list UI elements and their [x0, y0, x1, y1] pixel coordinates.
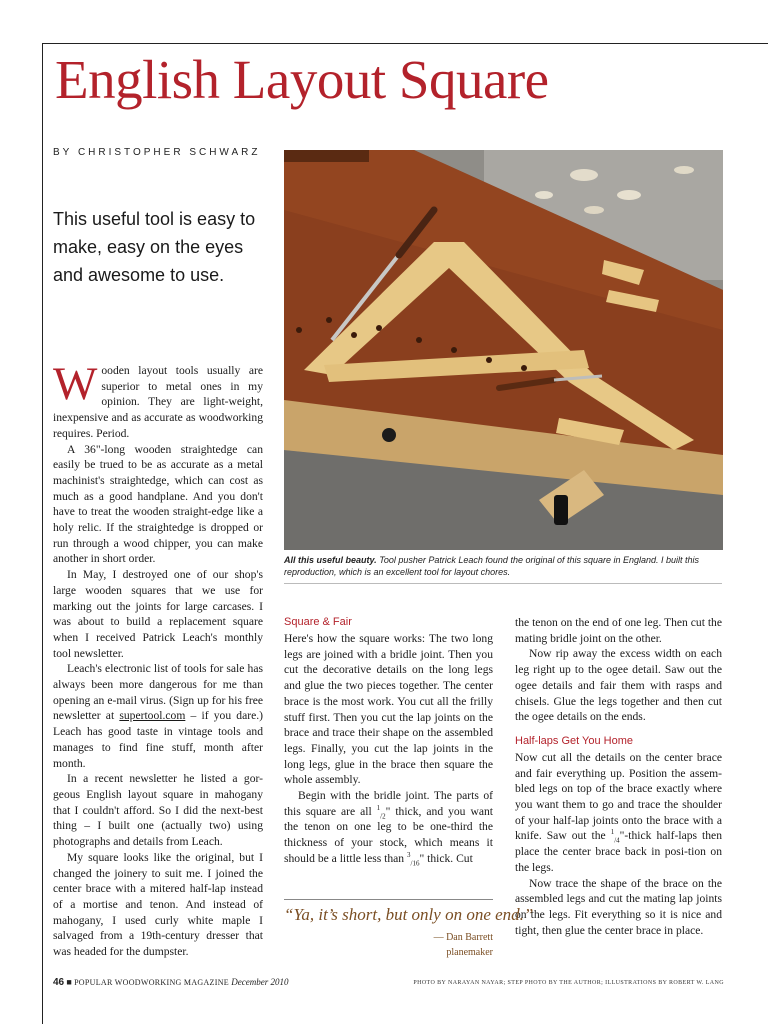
subhead-half-laps: Half-laps Get You Home — [515, 734, 634, 747]
paragraph: Here's how the square works: The two long legs are joined with a bridle joint. Then you cut the decorative details on the long legs and glue the two pieces together. The center brace is the most work. You cut all the frilly stuff first. Then you cut the lap joints on the brace and trace their shape on the assembled legs. Finally, you cut the lap joints in the long legs, glue in the brace then square the whole assembly. — [284, 632, 493, 787]
caption-rule — [284, 583, 722, 584]
paragraph: Now trace the shape of the brace on the assembled legs and cut the mating lap joints on the legs. Fit everything so it is nice and tight, then glue the center brace in place. — [515, 876, 722, 937]
paragraph-text: " thick, and you want the tenon on one leg to be one-third the thickness of your stock, which means it should be a little less than — [284, 804, 493, 865]
body-column-1 — [53, 358, 263, 960]
photo-illustration — [284, 150, 723, 550]
page-frame-left-rule — [42, 43, 43, 1024]
paragraph-text: "-thick half-laps then place the center brace back in posi-tion on the legs. — [515, 829, 722, 874]
byline: BY CHRISTOPHER SCHWARZ — [53, 147, 261, 158]
paragraph: In May, I destroyed one of our shop's large wooden squares that we use for marking out the joints for large carcases. I was about to build a replacement square when I received Patrick Leach's monthly tool newsletter. — [53, 568, 263, 660]
paragraph: My square looks like the original, but I changed the joinery to suit me. I joined the center brace with a mitered half-lap instead of a mortise and tenon. And instead of mahogany, I used curly white maple I salvaged from a 19th-century dresser that was headed for the dumpster. — [53, 850, 263, 959]
issue-date: December 2010 — [231, 977, 289, 987]
drop-cap: W — [53, 358, 98, 410]
fraction-denominator: /2 — [380, 812, 386, 821]
fraction-numerator: 1 — [376, 803, 381, 812]
fraction-numerator: 1 — [610, 828, 615, 837]
caption-text: Tool pusher Patrick Leach found the original of this square in England. I built this reproduction, which is an excellent tool for layout chores. — [284, 555, 700, 577]
photo-caption — [284, 554, 721, 578]
paragraph-text: Leach's electronic list of tools for sale has always been more dangerous for me than opening an e-mail virus. (Sign up for his free newsletter at — [53, 662, 263, 723]
pullquote-rule — [284, 899, 493, 900]
body-column-3 — [515, 615, 722, 938]
pullquote-author: — Dan Barrett — [433, 932, 493, 943]
pullquote-attribution — [380, 930, 493, 960]
fraction-denominator: /16 — [410, 859, 420, 868]
fraction-numerator: 3 — [407, 850, 411, 859]
article-dek: This useful tool is easy to make, easy on the eyes and awesome to use. — [53, 209, 256, 285]
caption-bold-lead: All this useful beauty. — [284, 555, 377, 565]
paragraph: A 36"-long wooden straightedge can easily be trued to be as accurate as a metal machinist's straightedge, which can cost as much as a good handplane. And you don't have to treat the wooden straight-edge like a holy relic. If the straightedge is dropped or run through a wood chipper, you can make another in short order. — [53, 442, 263, 566]
fraction-denominator: /4 — [614, 836, 620, 845]
subhead-square-fair: Square & Fair — [284, 616, 352, 628]
page-number: 46 — [53, 977, 65, 988]
body-column-2 — [284, 615, 493, 867]
paragraph — [515, 750, 722, 876]
pullquote-role: planemaker — [446, 947, 493, 958]
paragraph-text: Now cut all the details on the center brace and fair everything up. Position the assem-bled legs on top of the brace exactly where you want them to go and trace the shoulder of your half-lap joints onto the brace with a knife. Saw out the — [515, 750, 722, 843]
magazine-name: POPULAR WOODWORKING MAGAZINE — [74, 978, 229, 987]
paragraph-text: Begin with the bridle joint. The parts of this square are all — [284, 789, 493, 818]
supertool-link[interactable]: supertool.com — [119, 709, 186, 723]
paragraph: In a recent newsletter he listed a gor-geous English layout square in mahogany that I couldn't afford. So I did the next-best thing – I built one (actually two) using photographs and details from Leach. — [53, 772, 263, 849]
paragraph-text: – if you dare.) Leach has good taste in vintage tools and manages to find fine stuff, month after month. — [53, 709, 263, 770]
workbench-square-photo — [284, 150, 723, 550]
paragraph-text: ooden layout tools usually are superior to metal ones in my opinion. They are light-weight, inexpensive and as accurate as woodworking requires. Period. — [53, 364, 263, 440]
paragraph-text: " thick. Cut — [419, 851, 473, 865]
article-title: English Layout Square — [55, 49, 549, 110]
pullquote: “Ya, it’s short, but only on one end.” — [284, 905, 534, 924]
paragraph — [53, 661, 263, 771]
page-frame-top-rule — [42, 43, 768, 44]
paragraph: the tenon on the end of one leg. Then cut the mating bridle joint on the other. — [515, 616, 722, 645]
photo-credits: PHOTO BY NARAYAN NAYAR; STEP PHOTO BY THE AUTHOR; ILLUSTRATIONS BY ROBERT W. LANG — [413, 980, 724, 986]
page-footer — [53, 977, 288, 988]
paragraph — [284, 788, 493, 867]
paragraph: Now rip away the excess width on each leg right up to the ogee detail. Saw out the ogee details and fair them with rasps and chisels. Glue the legs together and then cut the ogee details on the ends. — [515, 647, 722, 724]
footer-square-bullet: ■ — [66, 977, 72, 987]
paragraph — [53, 358, 263, 442]
